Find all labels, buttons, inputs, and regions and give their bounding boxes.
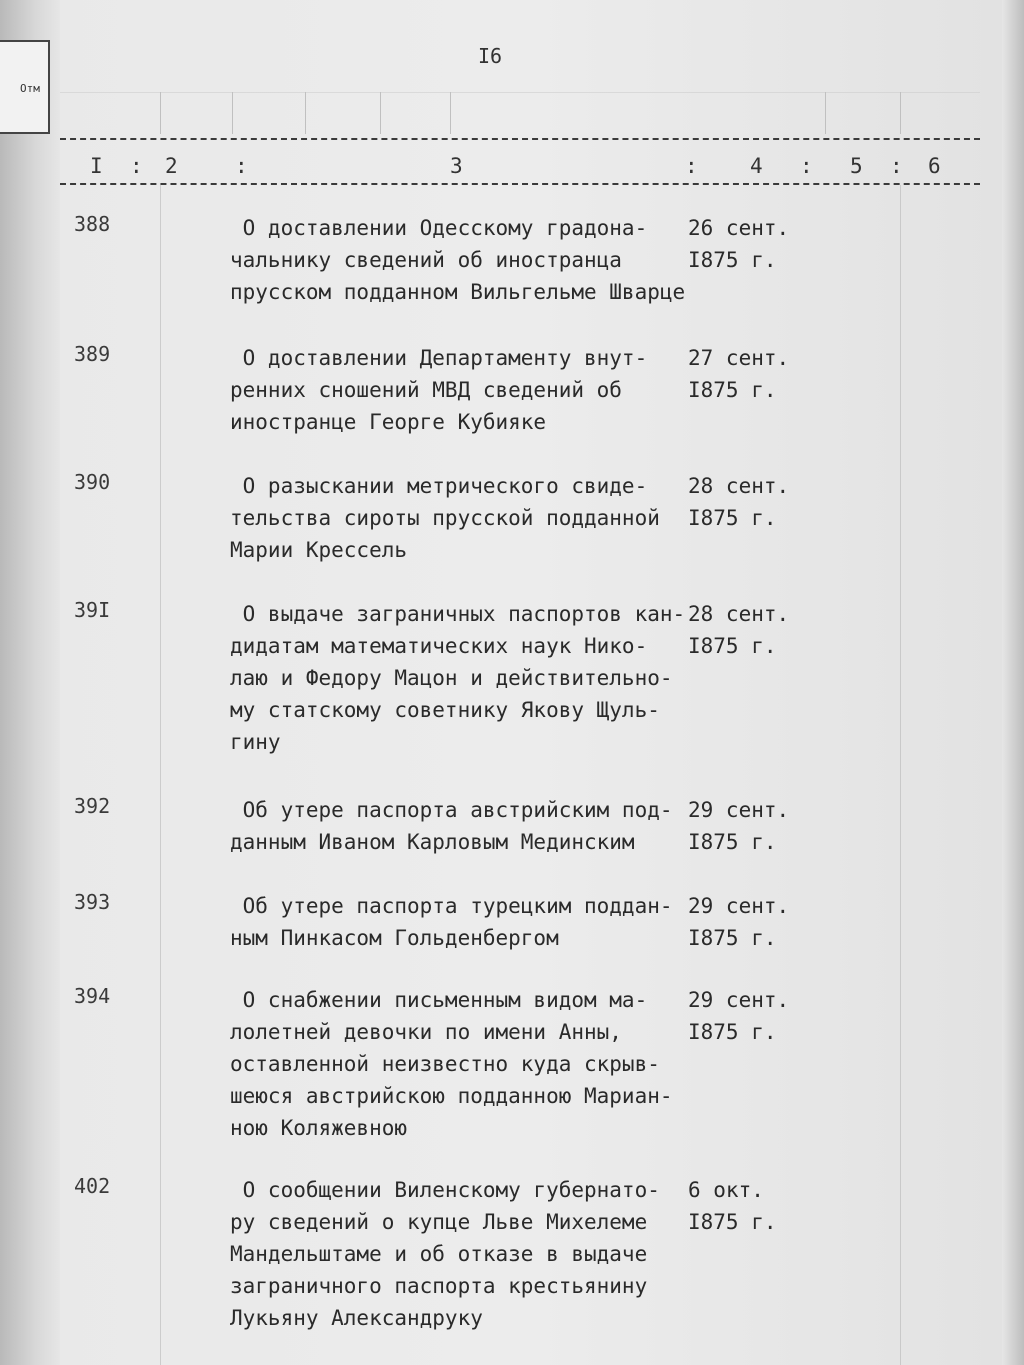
description-line: му статскому советнику Якову Щуль- — [230, 698, 660, 722]
description-line: гину — [230, 730, 281, 754]
entry-number: 402 — [74, 1174, 111, 1198]
entry-number: 39I — [74, 598, 111, 622]
date-line: 29 сент. — [688, 798, 790, 822]
date-line: I875 г. — [688, 248, 777, 272]
entry-description — [230, 342, 710, 438]
date-line: I875 г. — [688, 926, 777, 950]
entry-number: 390 — [74, 470, 111, 494]
header-divider — [825, 92, 826, 134]
header-divider — [900, 92, 901, 134]
description-line: лолетней девочки по имени Анны, — [230, 1020, 622, 1044]
entry-description — [230, 212, 710, 308]
description-line: О сообщении Виленскому губернато- — [230, 1178, 660, 1202]
entry-date — [688, 342, 828, 406]
date-line: 27 сент. — [688, 346, 790, 370]
description-line: чальнику сведений об иностранца — [230, 248, 622, 272]
column-number-row — [60, 148, 980, 178]
date-line: I875 г. — [688, 506, 777, 530]
date-line: 6 окт. — [688, 1178, 764, 1202]
description-line: данным Иваном Карловым Мединским — [230, 830, 635, 854]
entry-description — [230, 598, 710, 758]
description-line: О снабжении письменным видом ма- — [230, 988, 648, 1012]
entry-description — [230, 794, 710, 858]
description-line: Мандельштаме и об отказе в выдаче — [230, 1242, 648, 1266]
description-line: ным Пинкасом Гольденбергом — [230, 926, 559, 950]
column-number: 3 — [450, 154, 463, 178]
date-line: I875 г. — [688, 378, 777, 402]
date-line: I875 г. — [688, 634, 777, 658]
description-line: Лукьяну Александруку — [230, 1306, 483, 1330]
description-line: иностранце Георге Кубияке — [230, 410, 547, 434]
entry-number: 389 — [74, 342, 111, 366]
stamp-text: Отм — [20, 82, 40, 95]
description-line: ру сведений о купце Льве Михелеме — [230, 1210, 648, 1234]
column-number: 2 — [165, 154, 178, 178]
date-line: 28 сент. — [688, 474, 790, 498]
date-line: I875 г. — [688, 830, 777, 854]
column-separator: : — [890, 154, 903, 178]
entry-date — [688, 470, 828, 534]
description-line: О доставлении Одесскому градона- — [230, 216, 648, 240]
description-line: ренних сношений МВД сведений об — [230, 378, 622, 402]
description-line: тельства сироты прусской подданной — [230, 506, 660, 530]
description-line: оставленной неизвестно куда скрыв- — [230, 1052, 660, 1076]
header-divider — [232, 92, 233, 134]
column-separator: : — [130, 154, 143, 178]
description-line: шеюся австрийскою подданною Мариан- — [230, 1084, 673, 1108]
description-line: дидатам математических наук Нико- — [230, 634, 648, 658]
column-separator: : — [685, 154, 698, 178]
description-line: О выдаче заграничных паспортов кан- — [230, 602, 686, 626]
entry-date — [688, 598, 828, 662]
header-rule-bottom — [60, 183, 980, 185]
entry-date — [688, 794, 828, 858]
entry-number: 388 — [74, 212, 111, 236]
header-divider — [380, 92, 381, 134]
date-line: 26 сент. — [688, 216, 790, 240]
entry-number: 394 — [74, 984, 111, 1008]
entry-date — [688, 1174, 828, 1238]
description-line: ною Коляжевною — [230, 1116, 408, 1140]
date-line: I875 г. — [688, 1020, 777, 1044]
date-line: 29 сент. — [688, 894, 790, 918]
description-line: прусском подданном Вильгельме Шварце — [230, 280, 686, 304]
header-divider — [160, 92, 161, 134]
description-line: Об утере паспорта турецким поддан- — [230, 894, 673, 918]
entry-date — [688, 212, 828, 276]
page-right-edge — [1002, 0, 1024, 1365]
page-number: I6 — [478, 44, 503, 68]
date-line: 28 сент. — [688, 602, 790, 626]
column-separator: : — [235, 154, 248, 178]
entry-description — [230, 1174, 710, 1334]
column-separator: : — [800, 154, 813, 178]
entry-description — [230, 890, 710, 954]
header-divider — [305, 92, 306, 134]
entry-date — [688, 984, 828, 1048]
header-divider — [450, 92, 451, 134]
margin-stamp — [0, 40, 50, 134]
column-number: I — [90, 154, 103, 178]
date-line: I875 г. — [688, 1210, 777, 1234]
column-number: 4 — [750, 154, 763, 178]
description-line: О доставлении Департаменту внут- — [230, 346, 648, 370]
column-divider — [900, 185, 901, 1365]
header-rule-top — [60, 138, 980, 140]
date-line: 29 сент. — [688, 988, 790, 1012]
column-divider — [160, 185, 161, 1365]
entry-number: 393 — [74, 890, 111, 914]
description-line: О разыскании метрического свиде- — [230, 474, 648, 498]
description-line: заграничного паспорта крестьянину — [230, 1274, 648, 1298]
column-number: 5 — [850, 154, 863, 178]
entry-date — [688, 890, 828, 954]
entry-number: 392 — [74, 794, 111, 818]
entry-description — [230, 470, 710, 566]
description-line: Об утере паспорта австрийским под- — [230, 798, 673, 822]
entry-description — [230, 984, 710, 1144]
binding-shadow — [0, 0, 60, 1365]
description-line: лаю и Федору Мацон и действительно- — [230, 666, 673, 690]
description-line: Марии Крессель — [230, 538, 408, 562]
column-number: 6 — [928, 154, 941, 178]
bleed-through-header — [60, 92, 980, 133]
